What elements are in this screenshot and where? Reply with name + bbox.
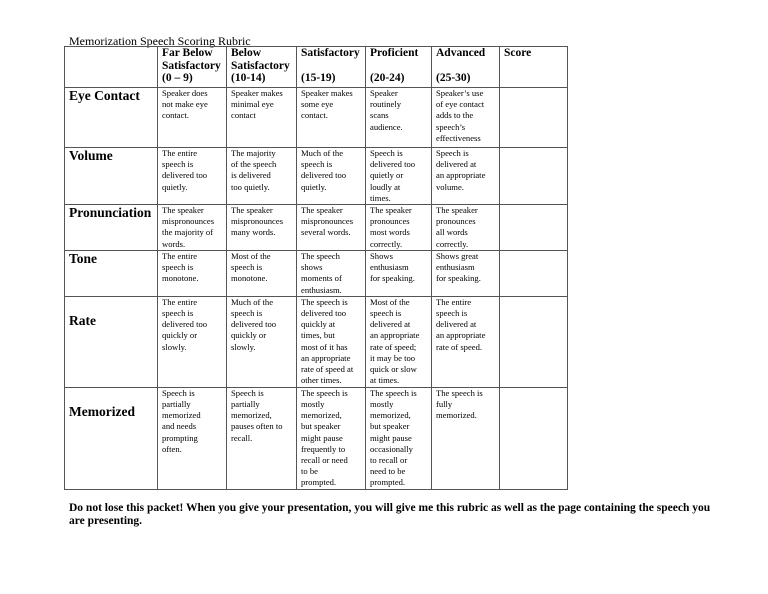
level-name: Advanced: [436, 47, 486, 59]
header-row: [65, 47, 568, 88]
level-name: Below Satisfactory: [231, 47, 290, 72]
header-score: Score: [500, 47, 568, 88]
criteria-cell: The entire speech is delivered too quietly.: [158, 148, 227, 205]
criteria-cell: The speaker mispronounces many words.: [227, 205, 297, 251]
score-cell: [500, 88, 568, 148]
criteria-cell: Most of the speech is monotone.: [227, 251, 297, 297]
criteria-cell: Speaker’s use of eye contact adds to the speech’s effectiveness: [432, 88, 500, 148]
header-level-proficient: [366, 47, 432, 88]
criteria-cell: The entire speech is delivered at an appropriate rate of speed.: [432, 296, 500, 387]
criteria-cell: Speaker makes minimal eye contact: [227, 88, 297, 148]
level-range: (20-24): [370, 72, 405, 84]
row-memorized: [65, 387, 568, 489]
category-label: Pronunciation: [65, 205, 158, 251]
criteria-cell: The entire speech is monotone.: [158, 251, 227, 297]
score-cell: [500, 387, 568, 489]
header-level-far-below: [158, 47, 227, 88]
row-eye-contact: [65, 88, 568, 148]
score-cell: [500, 251, 568, 297]
score-cell: [500, 296, 568, 387]
criteria-cell: The speech is fully memorized.: [432, 387, 500, 489]
criteria-cell: Shows enthusiasm for speaking.: [366, 251, 432, 297]
level-name: Far Below Satisfactory: [162, 47, 221, 72]
level-name: Proficient: [370, 47, 419, 59]
category-label: Volume: [65, 148, 158, 205]
criteria-cell: The speaker mispronounces the majority of words.: [158, 205, 227, 251]
criteria-cell: The speech shows moments of enthusiasm.: [297, 251, 366, 297]
footer-note: Do not lose this packet! When you give your presentation, you will give me this rubric as well as the page containing the speech you are presenting.: [69, 502, 711, 527]
row-tone: [65, 251, 568, 297]
criteria-cell: Speech is delivered too quietly or loudly at times.: [366, 148, 432, 205]
score-cell: [500, 148, 568, 205]
page-title: Memorization Speech Scoring Rubric: [69, 34, 251, 48]
criteria-cell: Speaker does not make eye contact.: [158, 88, 227, 148]
criteria-cell: The speech is delivered too quickly at times, but most of it has an appropriate rate of speed at other times.: [297, 296, 366, 387]
category-label: Eye Contact: [65, 88, 158, 148]
criteria-cell: Speaker routinely scans audience.: [366, 88, 432, 148]
criteria-cell: Speech is delivered at an appropriate volume.: [432, 148, 500, 205]
criteria-cell: Much of the speech is delivered too quietly.: [297, 148, 366, 205]
row-pronunciation: [65, 205, 568, 251]
category-label: Memorized: [65, 387, 158, 489]
category-label: Tone: [65, 251, 158, 297]
header-level-satisfactory: [297, 47, 366, 88]
level-name: Satisfactory: [301, 47, 360, 59]
header-level-advanced: [432, 47, 500, 88]
criteria-cell: Speech is partially memorized and needs prompting often.: [158, 387, 227, 489]
criteria-cell: Most of the speech is delivered at an appropriate rate of speed; it may be too quick or slow at times.: [366, 296, 432, 387]
criteria-cell: The speech is mostly memorized, but speaker might pause occasionally to recall or need to be prompted.: [366, 387, 432, 489]
header-blank-cell: [65, 47, 158, 88]
level-range: (0 – 9): [162, 72, 193, 84]
level-range: (25-30): [436, 72, 471, 84]
criteria-cell: The speaker pronounces all words correctly.: [432, 205, 500, 251]
rubric-table: [64, 46, 568, 490]
score-cell: [500, 205, 568, 251]
criteria-cell: Speech is partially memorized, pauses often to recall.: [227, 387, 297, 489]
criteria-cell: The speaker pronounces most words correctly.: [366, 205, 432, 251]
criteria-cell: Much of the speech is delivered too quickly or slowly.: [227, 296, 297, 387]
level-range: (15-19): [301, 72, 336, 84]
criteria-cell: The speech is mostly memorized, but speaker might pause frequently to recall or need to be prompted.: [297, 387, 366, 489]
criteria-cell: The speaker mispronounces several words.: [297, 205, 366, 251]
level-range: (10-14): [231, 72, 266, 84]
criteria-cell: Speaker makes some eye contact.: [297, 88, 366, 148]
category-label: Rate: [65, 296, 158, 387]
header-level-below: [227, 47, 297, 88]
criteria-cell: The majority of the speech is delivered too quietly.: [227, 148, 297, 205]
criteria-cell: The entire speech is delivered too quickly or slowly.: [158, 296, 227, 387]
criteria-cell: Shows great enthusiasm for speaking.: [432, 251, 500, 297]
row-volume: [65, 148, 568, 205]
row-rate: [65, 296, 568, 387]
